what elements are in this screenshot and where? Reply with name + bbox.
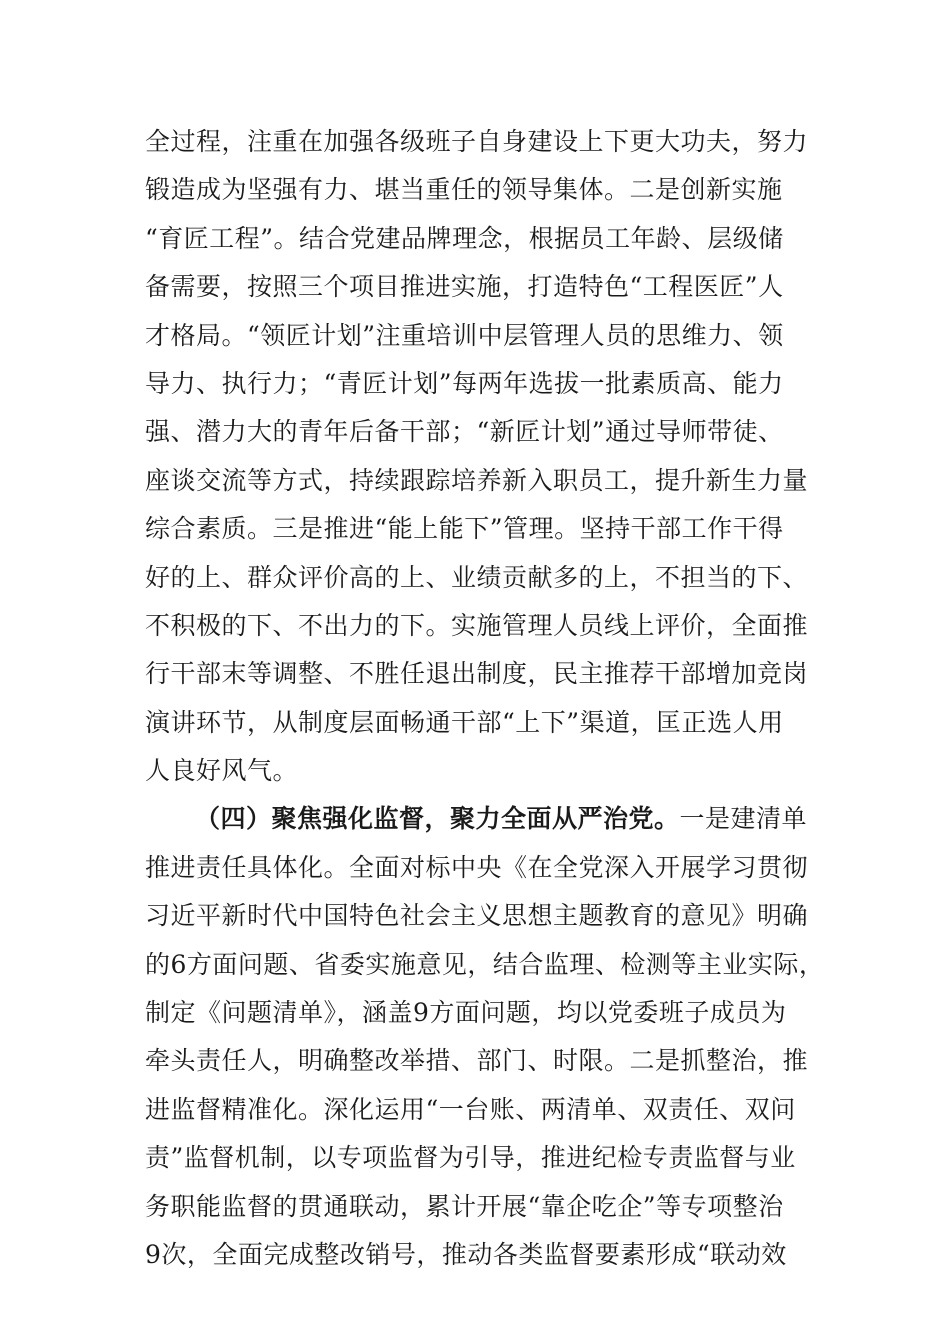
paragraph-line: 全过程，注重在加强各级班子自身建设上下更大功夫，努力 bbox=[145, 127, 809, 156]
paragraph-line: 牵头责任人，明确整改举措、部门、时限。二是抓整治，推 bbox=[145, 1046, 809, 1076]
paragraph-line: 强、潜力大的青年后备干部；“新匠计划”通过导师带徒、 bbox=[145, 417, 784, 447]
paragraph-line: 才格局。“领匠计划”注重培训中层管理人员的思维力、领 bbox=[145, 320, 784, 350]
paragraph-line: 制定《问题清单》，涵盖9方面问题，均以党委班子成员为 bbox=[145, 998, 787, 1028]
paragraph-line: 的6方面问题、省委实施意见，结合监理、检测等主业实际， bbox=[145, 949, 825, 979]
paragraph-line: 不积极的下、不出力的下。实施管理人员线上评价，全面推 bbox=[145, 610, 809, 640]
paragraph-line: 综合素质。三是推进“能上能下”管理。坚持干部工作干得 bbox=[145, 514, 784, 544]
paragraph-line: 推进责任具体化。全面对标中央《在全党深入开展学习贯彻 bbox=[145, 852, 809, 882]
paragraph-line: 导力、执行力；“青匠计划”每两年选拔一批素质高、能力 bbox=[145, 368, 784, 398]
paragraph-line: 备需要，按照三个项目推进实施，打造特色“工程医匠”人 bbox=[145, 272, 784, 302]
paragraph-line: “育匠工程”。结合党建品牌理念，根据员工年龄、层级储 bbox=[145, 223, 784, 253]
section-4-first-line bbox=[145, 795, 810, 843]
paragraph-line: 人良好风气。 bbox=[145, 756, 299, 786]
body-text bbox=[145, 118, 825, 1279]
paragraph-line: 责”监督机制，以专项监督为引导，推进纪检专责监督与业 bbox=[145, 1143, 796, 1173]
paragraph-line: 务职能监督的贯通联动，累计开展“靠企吃企”等专项整治 bbox=[145, 1191, 784, 1221]
paragraph-line: 好的上、群众评价高的上、业绩贡献多的上，不担当的下、 bbox=[145, 562, 809, 592]
paragraph-line: 座谈交流等方式，持续跟踪培养新入职员工，提升新生力量 bbox=[145, 465, 809, 495]
section-4-first-line-rest: 一是建清单 bbox=[679, 804, 808, 834]
paragraph-line: 进监督精准化。深化运用“一台账、两清单、双责任、双问 bbox=[145, 1094, 796, 1124]
paragraph-line: 习近平新时代中国特色社会主义思想主题教育的意见》明确 bbox=[145, 901, 809, 931]
paragraph-line: 锻造成为坚强有力、堪当重任的领导集体。二是创新实施 bbox=[145, 175, 783, 205]
section-4-heading: （四）聚焦强化监督，聚力全面从严治党。 bbox=[195, 804, 680, 834]
paragraph-line: 9次，全面完成整改销号，推动各类监督要素形成“联动效 bbox=[145, 1239, 787, 1269]
paragraph-line: 行干部末等调整、不胜任退出制度，民主推荐干部增加竞岗 bbox=[145, 659, 809, 689]
paragraph-line: 演讲环节，从制度层面畅通干部“上下”渠道，匡正选人用 bbox=[145, 707, 784, 737]
